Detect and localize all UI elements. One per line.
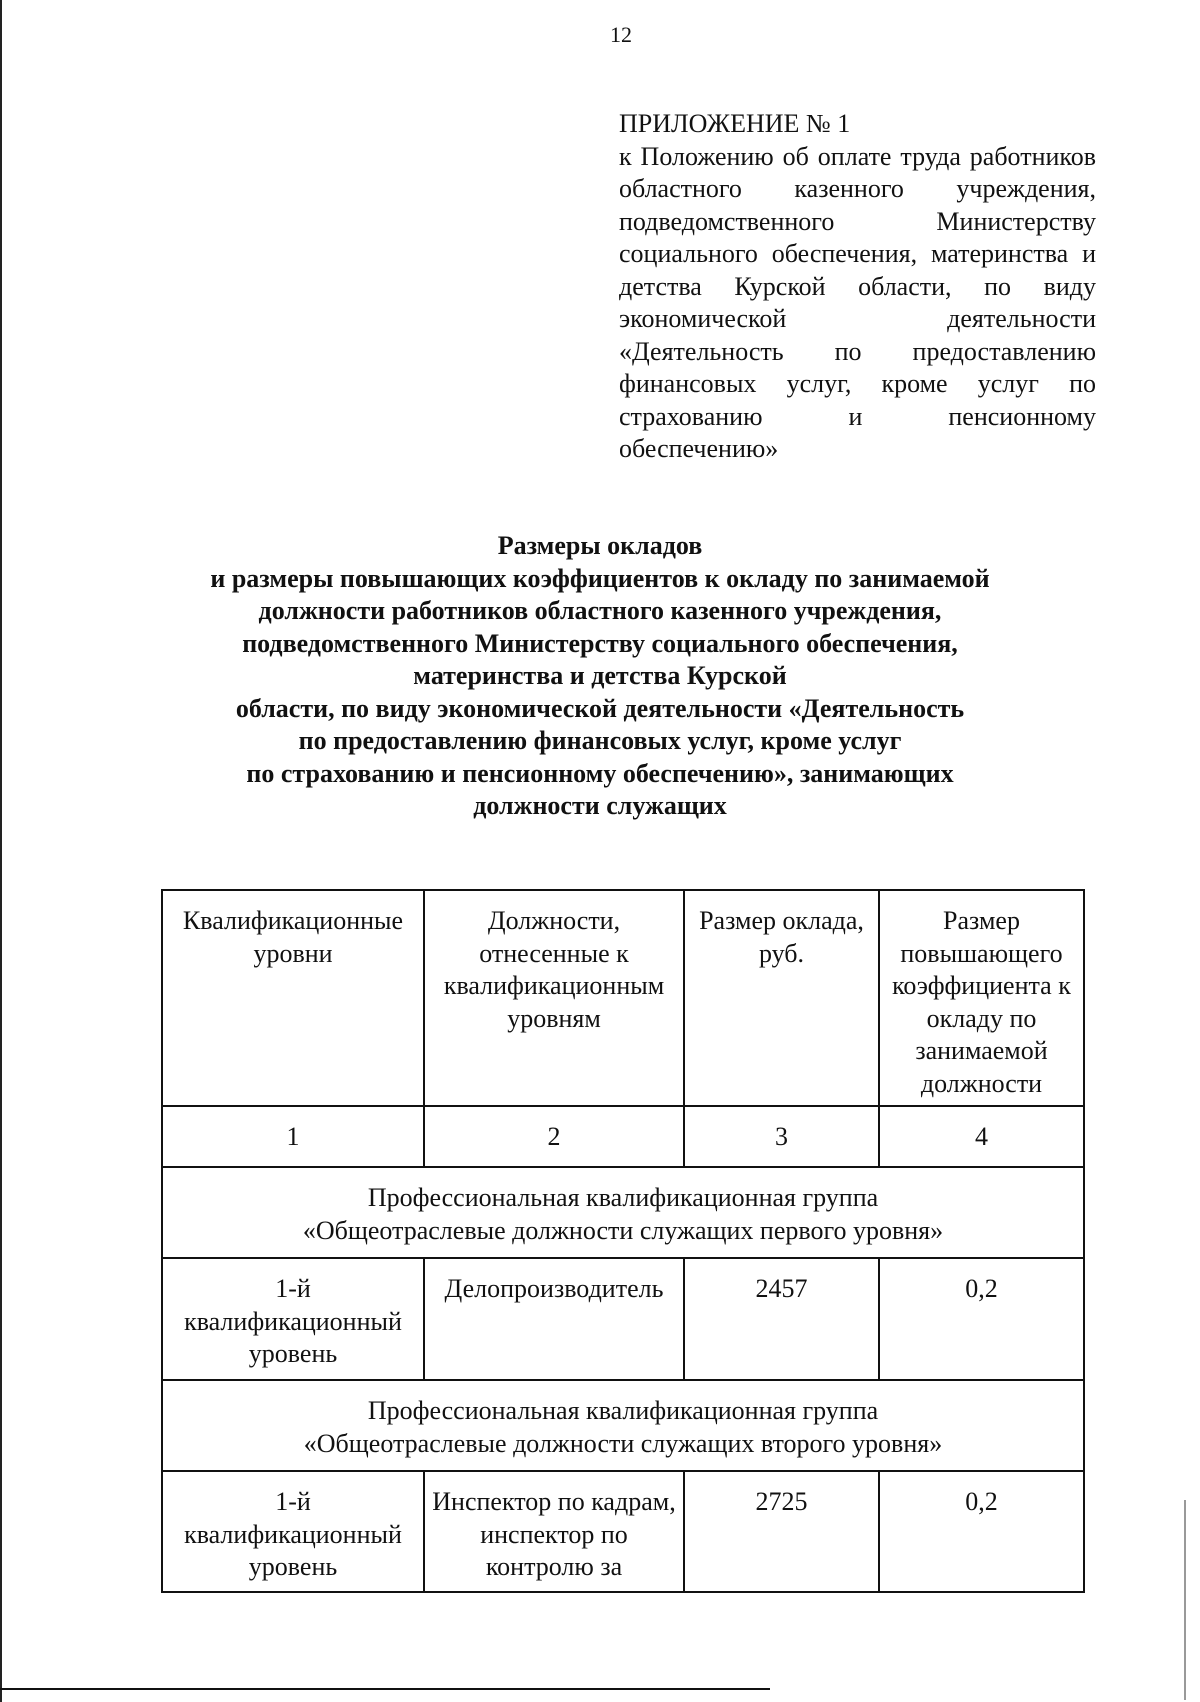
group-title-line: Профессиональная квалификационная группа <box>367 1183 879 1212</box>
position-cell: Делопроизводитель <box>424 1258 684 1380</box>
title-line: по предоставлению финансовых услуг, кроме услуг <box>298 726 902 755</box>
title-line: материнства и детства Курской <box>413 661 787 690</box>
scan-left-edge <box>0 0 2 1702</box>
group-header-row <box>162 1380 1084 1471</box>
group-header-row <box>162 1167 1084 1258</box>
title-line: по страхованию и пенсионному обеспечению», занимающих <box>246 758 954 788</box>
header-cell: Размер повышающего коэффициента к окладу по занимаемой должности <box>879 890 1084 1106</box>
column-number: 4 <box>879 1106 1084 1167</box>
header-cell: Квалификационные уровни <box>162 890 424 1106</box>
appendix-text: к Положению об оплате труда работников областного казенного учреждения, подведомственного Министерству социального обеспечения, материнства и детства Курской области, по виду экономической деятельности «Деятельность по предоставлению финансовых услуг, кроме услуг по страхованию и пенсионному обеспечению» <box>619 141 1096 463</box>
coefficient-cell: 0,2 <box>879 1471 1084 1592</box>
level-cell: 1-й квалификационный уровень <box>162 1471 424 1592</box>
table-row <box>162 1258 1084 1380</box>
level-cell: 1-й квалификационный уровень <box>162 1258 424 1380</box>
column-number: 2 <box>424 1106 684 1167</box>
column-number: 1 <box>162 1106 424 1167</box>
title-line: области, по виду экономической деятельности «Деятельность <box>235 693 965 723</box>
title-line: должности работников областного казенного учреждения, <box>258 596 942 625</box>
salary-cell: 2725 <box>684 1471 879 1592</box>
header-cell: Должности, отнесенные к квалификационным уровням <box>424 890 684 1106</box>
scan-bottom-line <box>0 1688 770 1690</box>
position-cell: Инспектор по кадрам, инспектор по контролю за <box>424 1471 684 1592</box>
salary-cell: 2457 <box>684 1258 879 1380</box>
group-title-line: Профессиональная квалификационная группа <box>367 1396 879 1425</box>
group-title-line: «Общеотраслевые должности служащих первого уровня» <box>302 1215 944 1245</box>
title-line: подведомственного Министерству социального обеспечения, <box>242 628 958 658</box>
appendix-title: ПРИЛОЖЕНИЕ № 1 <box>619 109 851 138</box>
header-cell: Размер оклада, руб. <box>684 890 879 1106</box>
coefficient-cell: 0,2 <box>879 1258 1084 1380</box>
appendix-block <box>619 108 1096 466</box>
page-number: 12 <box>610 22 632 47</box>
group-title <box>162 1167 1084 1258</box>
title-line: Размеры окладов <box>497 531 703 560</box>
scan-right-edge <box>1184 1500 1186 1700</box>
table-row <box>162 1471 1084 1592</box>
title-line: и размеры повышающих коэффициентов к окладу по занимаемой <box>210 563 990 593</box>
table-header-row <box>162 890 1084 1106</box>
column-number-row <box>162 1106 1084 1167</box>
column-number: 3 <box>684 1106 879 1167</box>
group-title <box>162 1380 1084 1471</box>
document-title <box>120 530 1080 823</box>
salary-table <box>161 889 1085 1593</box>
title-line: должности служащих <box>473 791 727 820</box>
group-title-line: «Общеотраслевые должности служащих второго уровня» <box>303 1428 943 1458</box>
